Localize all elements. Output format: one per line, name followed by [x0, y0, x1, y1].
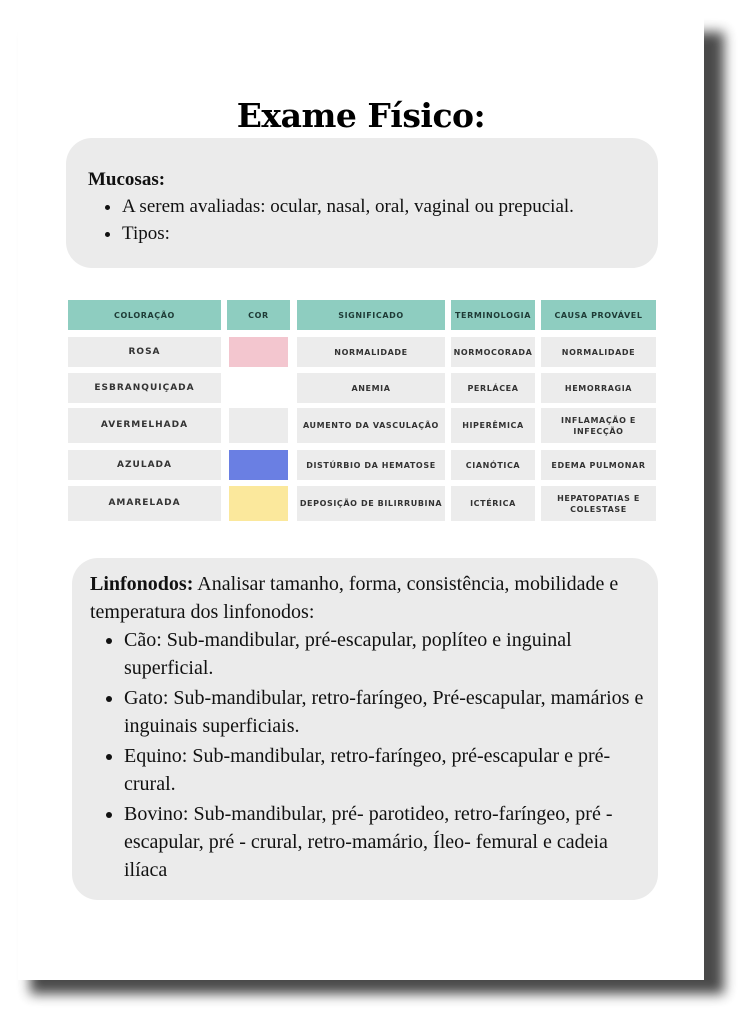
cell-significado: NORMALIDADE	[297, 337, 445, 367]
cell-significado: DEPOSIÇÃO DE BILIRRUBINA	[297, 486, 445, 521]
cell-significado: AUMENTO DA VASCULAÇÃO	[297, 408, 445, 443]
header-significado: SIGNIFICADO	[297, 300, 445, 330]
linfonodos-lead: Analisar tamanho, forma, consistência, mobilidade e temperatura dos linfonodos:	[90, 573, 619, 623]
color-swatch	[229, 337, 288, 367]
table-row	[66, 408, 660, 443]
cell-terminologia: HIPERÊMICA	[451, 408, 535, 443]
page-title: Exame Físico:	[236, 96, 486, 135]
list-item: • Gato: Sub-mandibular, retro-faríngeo, Pré-escapular, mamários e inguinais superficiais.	[124, 684, 645, 740]
table-row	[66, 450, 660, 480]
cell-terminologia: NORMOCORADA	[451, 337, 535, 367]
cell-causa: INFLAMAÇÃO E INFECÇÃO	[541, 408, 656, 443]
cell-causa: HEPATOPATIAS E COLESTASE	[541, 486, 656, 521]
cell-terminologia: ICTÉRICA	[451, 486, 535, 521]
list-item: • Equino: Sub-mandibular, retro-faríngeo, pré-escapular e pré-crural.	[124, 742, 645, 798]
color-swatch	[229, 373, 288, 403]
linfonodos-section	[72, 558, 658, 900]
cell-coloracao: AMARELADA	[68, 486, 221, 521]
header-terminologia: TERMINOLOGIA	[451, 300, 535, 330]
list-item: • Bovino: Sub-mandibular, pré- parotideo, retro-faríngeo, pré - escapular, pré - crural, retro-mamário, Íleo- femural e cadeia ilíaca	[124, 800, 645, 884]
cell-coloracao: ESBRANQUIÇADA	[68, 373, 221, 403]
color-swatch	[229, 486, 288, 521]
document-page	[18, 18, 704, 980]
color-swatch	[229, 408, 288, 443]
table-row	[66, 486, 660, 521]
list-item: • A serem avaliadas: ocular, nasal, oral, vaginal ou prepucial.	[122, 193, 638, 220]
linfonodos-heading: Linfonodos:	[90, 573, 194, 595]
cell-coloracao: ROSA	[68, 337, 221, 367]
table-row	[66, 337, 660, 367]
cell-significado: DISTÚRBIO DA HEMATOSE	[297, 450, 445, 480]
cell-terminologia: CIANÓTICA	[451, 450, 535, 480]
header-coloracao: COLORAÇÃO	[68, 300, 221, 330]
header-cor: COR	[227, 300, 290, 330]
table-header-row	[66, 300, 660, 330]
header-causa: CAUSA PROVÁVEL	[541, 300, 656, 330]
mucosas-list	[88, 193, 638, 247]
cell-cor	[227, 450, 290, 480]
cell-causa: NORMALIDADE	[541, 337, 656, 367]
linfonodos-list	[90, 626, 645, 884]
table-row	[66, 373, 660, 403]
cell-coloracao: AVERMELHADA	[68, 408, 221, 443]
mucosas-section	[66, 138, 658, 268]
cell-cor	[227, 337, 290, 367]
cell-terminologia: PERLÁCEA	[451, 373, 535, 403]
cell-cor	[227, 486, 290, 521]
cell-coloracao: AZULADA	[68, 450, 221, 480]
cell-causa: HEMORRAGIA	[541, 373, 656, 403]
cell-significado: ANEMIA	[297, 373, 445, 403]
list-item: • Cão: Sub-mandibular, pré-escapular, poplíteo e inguinal superficial.	[124, 626, 645, 682]
color-swatch	[229, 450, 288, 480]
cell-cor	[227, 408, 290, 443]
mucosas-heading: Mucosas:	[88, 169, 166, 190]
cell-cor	[227, 373, 290, 403]
linfonodos-intro	[90, 570, 645, 626]
cell-causa: EDEMA PULMONAR	[541, 450, 656, 480]
list-item: • Tipos:	[122, 220, 638, 247]
